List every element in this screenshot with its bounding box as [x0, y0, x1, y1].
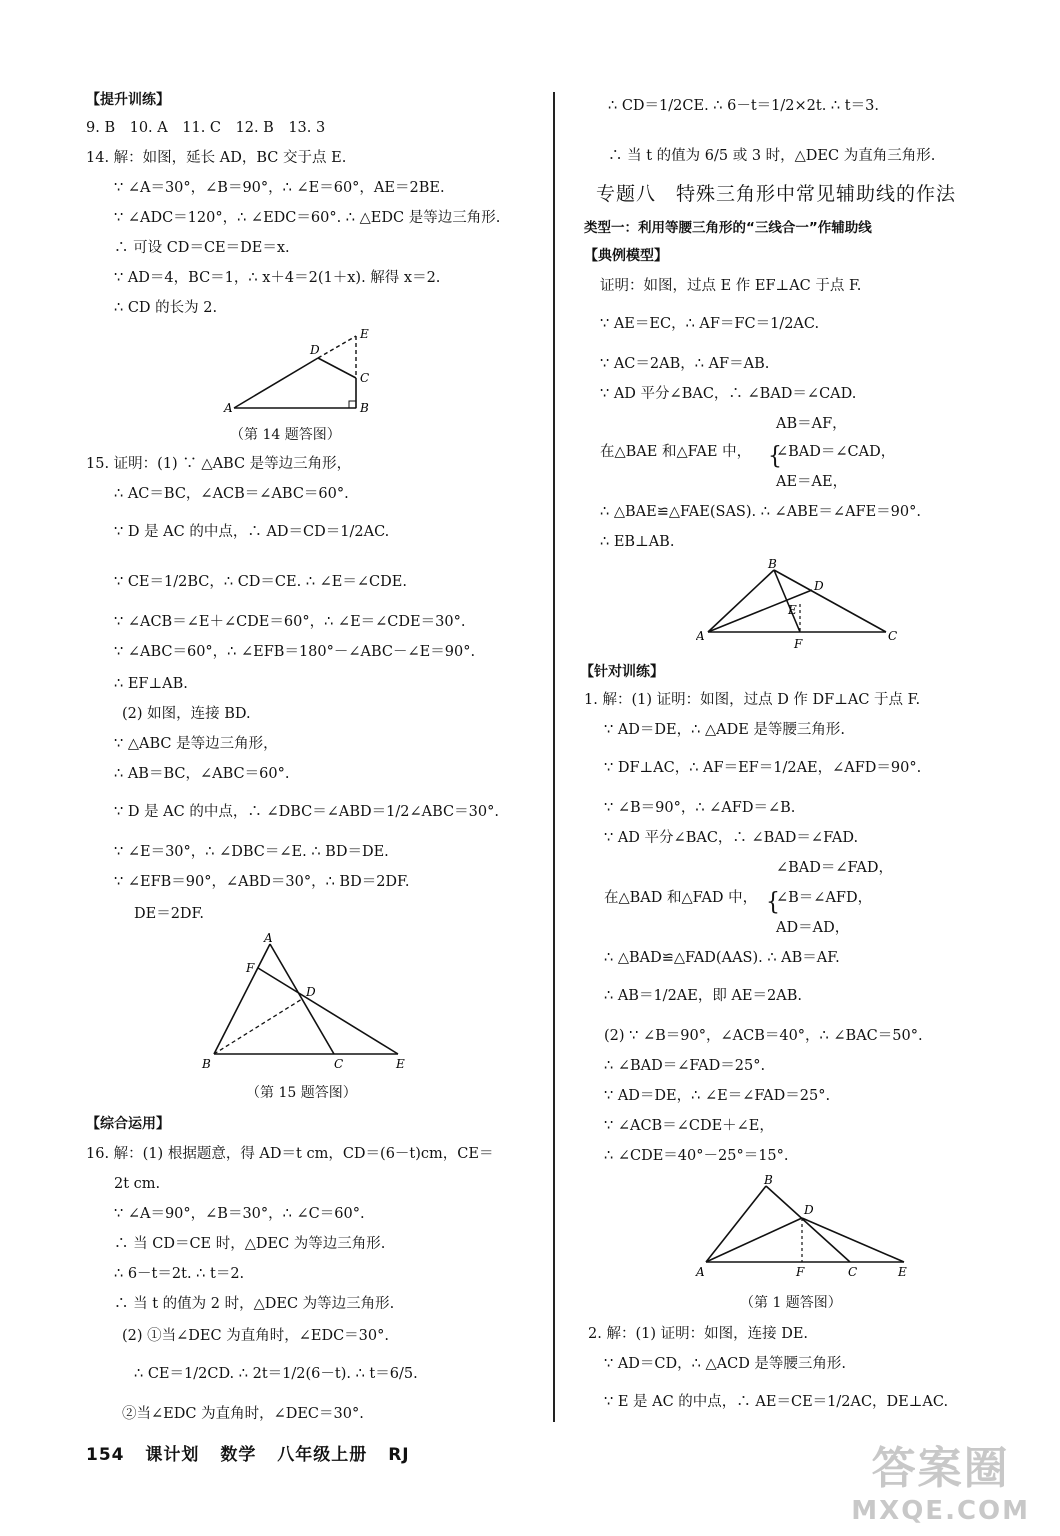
- example-line: ∴ EB⊥AB.: [600, 534, 675, 550]
- q16-line: ∴ CE＝1/2CD. ∴ 2t＝1/2(6－t). ∴ t＝6/5.: [134, 1366, 418, 1382]
- topic-title: 专题八 特殊三角形中常见辅助线的作法: [596, 183, 957, 205]
- watermark-main: 答案圈: [871, 1443, 1010, 1494]
- q1-line: 在△BAD 和△FAD 中，: [604, 890, 758, 906]
- fig15-caption: （第 15 题答图）: [246, 1085, 357, 1101]
- fig1-label: D: [804, 1203, 814, 1217]
- example-line: ∵ AE＝EC，∴ AF＝FC＝1/2AC.: [600, 316, 820, 332]
- example-line: ∵ AD 平分∠BAC，∴ ∠BAD＝∠CAD.: [600, 386, 857, 402]
- q1-line: ∴ ∠CDE＝40°－25°＝15°.: [604, 1148, 789, 1164]
- right-top-line: ∴ 当 t 的值为 6/5 或 3 时，△DEC 为直角三角形.: [608, 148, 936, 164]
- q16-line: ∴ 当 CD＝CE 时，△DEC 为等边三角形.: [114, 1236, 386, 1252]
- q1-line: ∵ ∠ACB＝∠CDE＋∠E，: [604, 1118, 774, 1134]
- column-divider: [553, 92, 555, 1422]
- q15-line: ∴ AB＝BC，∠ABC＝60°.: [114, 766, 290, 782]
- figEx-label: C: [888, 629, 898, 643]
- fig1-label: C: [848, 1265, 858, 1279]
- example-line: ∴ △BAE≌△FAE(SAS). ∴ ∠ABE＝∠AFE＝90°.: [600, 504, 921, 520]
- q2-line: ∵ E 是 AC 的中点，∴ AE＝CE＝1/2AC，DE⊥AC.: [604, 1394, 949, 1410]
- q15-line: ∵ △ABC 是等边三角形，: [114, 736, 278, 752]
- page-number: 154: [86, 1445, 125, 1465]
- q16-line: ∴ 当 t 的值为 2 时，△DEC 为等边三角形.: [114, 1296, 395, 1312]
- q14-line: ∵ ∠ADC＝120°，∴ ∠EDC＝60°. ∴ △EDC 是等边三角形.: [114, 210, 501, 226]
- q15-line: ∵ ∠ACB＝∠E＋∠CDE＝60°，∴ ∠E＝∠CDE＝30°.: [114, 614, 466, 630]
- q1-line: ∴ ∠BAD＝∠FAD＝25°.: [604, 1058, 766, 1074]
- fig1-label: A: [696, 1265, 705, 1279]
- q1-line: ∵ ∠B＝90°，∴ ∠AFD＝∠B.: [604, 800, 796, 816]
- q1-line: AD＝AD，: [776, 920, 850, 936]
- q15-line: ∵ ∠ABC＝60°，∴ ∠EFB＝180°－∠ABC－∠E＝90°.: [114, 644, 476, 660]
- figEx-label: B: [768, 557, 777, 571]
- example-line: 证明：如图，过点 E 作 EF⊥AC 于点 F.: [600, 278, 862, 294]
- q15-line: 15. 证明：(1) ∵ △ABC 是等边三角形，: [86, 456, 352, 472]
- q14-line: 14. 解：如图，延长 AD，BC 交于点 E.: [86, 150, 347, 166]
- q15-line: ∵ ∠E＝30°，∴ ∠DBC＝∠E. ∴ BD＝DE.: [114, 844, 389, 860]
- q1-line: ∠BAD＝∠FAD，: [776, 860, 893, 876]
- fig14-label: B: [360, 401, 369, 415]
- example-line: ∵ AC＝2AB，∴ AF＝AB.: [600, 356, 770, 372]
- book-name: 课计划: [145, 1445, 200, 1465]
- q15-line: ∴ EF⊥AB.: [114, 676, 188, 692]
- example-line: AB＝AF，: [776, 416, 847, 432]
- page-footer: [86, 1440, 424, 1465]
- q15-line: ∵ ∠EFB＝90°，∠ABD＝30°，∴ BD＝2DF.: [114, 874, 410, 890]
- fig15-label: C: [334, 1057, 344, 1071]
- q16-line: 16. 解：(1) 根据题意，得 AD＝t cm，CD＝(6－t)cm，CE＝: [86, 1146, 494, 1162]
- fig1-label: B: [764, 1173, 773, 1187]
- q1-line: ∵ AD 平分∠BAC，∴ ∠BAD＝∠FAD.: [604, 830, 859, 846]
- q16-line: 2t cm.: [114, 1176, 161, 1192]
- q16-line: ∵ ∠A＝90°，∠B＝30°，∴ ∠C＝60°.: [114, 1206, 365, 1222]
- q15-line: ∵ D 是 AC 的中点，∴ ∠DBC＝∠ABD＝1/2∠ABC＝30°.: [114, 804, 499, 820]
- q1-line: ∵ DF⊥AC，∴ AF＝EF＝1/2AE，∠AFD＝90°.: [604, 760, 922, 776]
- fig14-label: C: [360, 371, 370, 385]
- brace: {: [766, 888, 780, 917]
- q1-line: ∵ AD＝DE，∴ △ADE 是等腰三角形.: [604, 722, 846, 738]
- q16-line: ②当∠EDC 为直角时，∠DEC＝30°.: [122, 1406, 364, 1422]
- fig14-label: E: [360, 327, 369, 341]
- edition: RJ: [388, 1445, 410, 1465]
- q1-line: 1. 解：(1) 证明：如图，过点 D 作 DF⊥AC 于点 F.: [584, 692, 921, 708]
- q16-line: (2) ①当∠DEC 为直角时，∠EDC＝30°.: [122, 1328, 389, 1344]
- fig15-label: E: [396, 1057, 405, 1071]
- example-line: ∠BAD＝∠CAD，: [776, 444, 896, 460]
- section-heading-zonghe: 【综合运用】: [86, 1116, 170, 1132]
- fig1-caption: （第 1 题答图）: [740, 1295, 842, 1311]
- section-heading-zhendui: 【针对训练】: [580, 664, 664, 680]
- fig15-label: A: [264, 931, 273, 945]
- grade: 八年级上册: [277, 1445, 368, 1465]
- type-heading: 类型一：利用等腰三角形的“三线合一”作辅助线: [584, 220, 872, 236]
- q15-line: ∵ D 是 AC 的中点，∴ AD＝CD＝1/2AC.: [114, 524, 390, 540]
- q1-line: ∴ AB＝1/2AE，即 AE＝2AB.: [604, 988, 802, 1004]
- fig14-caption: （第 14 题答图）: [230, 427, 341, 443]
- figure-15: [198, 930, 418, 1074]
- q14-line: ∵ ∠A＝30°，∠B＝90°，∴ ∠E＝60°，AE＝2BE.: [114, 180, 445, 196]
- answers-9-13: 9. B 10. A 11. C 12. B 13. 3: [86, 120, 326, 136]
- fig15-label: F: [246, 961, 255, 975]
- figure-14: [222, 322, 382, 416]
- q2-line: ∵ AD＝CD，∴ △ACD 是等腰三角形.: [604, 1356, 847, 1372]
- q14-line: ∴ 可设 CD＝CE＝DE＝x.: [114, 240, 290, 256]
- q15-line: ∵ CE＝1/2BC，∴ CD＝CE. ∴ ∠E＝∠CDE.: [114, 574, 407, 590]
- fig1-label: E: [898, 1265, 907, 1279]
- watermark-sub: MXQE.COM: [851, 1496, 1030, 1526]
- q15-line: DE＝2DF.: [134, 906, 204, 922]
- q1-line: ∵ AD＝DE，∴ ∠E＝∠FAD＝25°.: [604, 1088, 831, 1104]
- fig14-label: D: [310, 343, 320, 357]
- q1-line: (2) ∵ ∠B＝90°，∠ACB＝40°，∴ ∠BAC＝50°.: [604, 1028, 923, 1044]
- figure-example: [696, 556, 906, 650]
- figEx-label: F: [794, 637, 803, 650]
- figure-1: [694, 1172, 920, 1284]
- right-top-line: ∴ CD＝1/2CE. ∴ 6－t＝1/2×2t. ∴ t＝3.: [608, 98, 879, 114]
- figEx-label: E: [788, 603, 797, 617]
- fig1-label: F: [796, 1265, 805, 1279]
- q2-line: 2. 解：(1) 证明：如图，连接 DE.: [588, 1326, 809, 1342]
- q14-line: ∵ AD＝4，BC＝1，∴ x＋4＝2(1＋x). 解得 x＝2.: [114, 270, 441, 286]
- section-heading-tisheng: 【提升训练】: [86, 92, 170, 108]
- figEx-label: D: [814, 579, 824, 593]
- fig14-label: A: [224, 401, 233, 415]
- q1-line: ∴ △BAD≌△FAD(AAS). ∴ AB＝AF.: [604, 950, 840, 966]
- example-line: AE＝AE，: [776, 474, 848, 490]
- fig15-label: B: [202, 1057, 211, 1071]
- subject: 数学: [220, 1445, 257, 1465]
- q1-line: ∠B＝∠AFD，: [776, 890, 873, 906]
- q15-line: (2) 如图，连接 BD.: [122, 706, 251, 722]
- q16-line: ∴ 6－t＝2t. ∴ t＝2.: [114, 1266, 245, 1282]
- q14-line: ∴ CD 的长为 2.: [114, 300, 218, 316]
- fig15-label: D: [306, 985, 316, 999]
- brace: {: [768, 442, 782, 471]
- example-line: 在△BAE 和△FAE 中，: [600, 444, 752, 460]
- watermark: [851, 1432, 1030, 1526]
- section-heading-dianli: 【典例模型】: [584, 248, 668, 264]
- q15-line: ∴ AC＝BC，∠ACB＝∠ABC＝60°.: [114, 486, 349, 502]
- figEx-label: A: [696, 629, 705, 643]
